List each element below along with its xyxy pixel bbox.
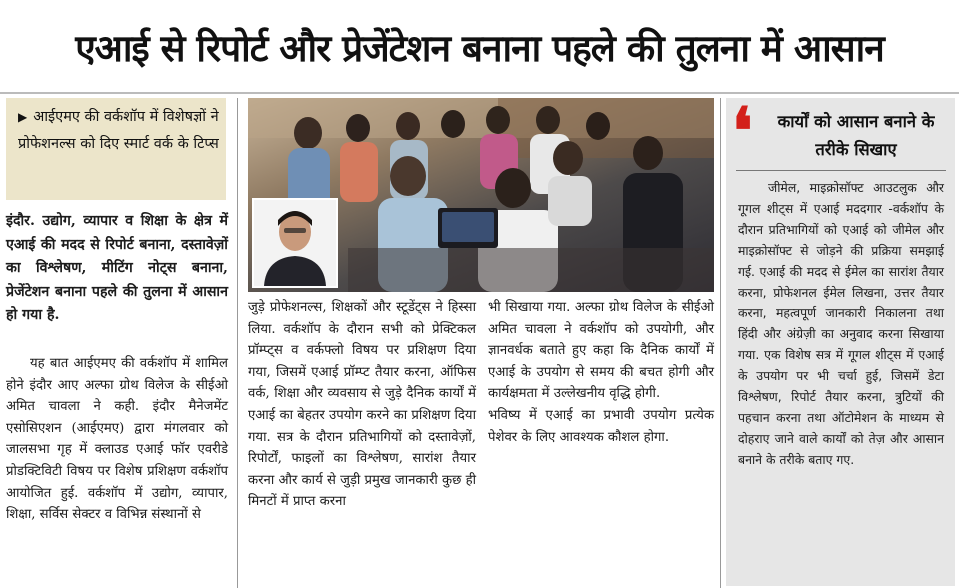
column-divider: [720, 98, 721, 588]
kicker-box: [6, 98, 226, 200]
article-column-2: [248, 297, 476, 513]
quote-mark-icon: ❛: [732, 94, 753, 169]
triangle-right-icon: ▶: [18, 110, 28, 124]
sidebar-box: [726, 94, 955, 586]
article-lead: इंदौर. उद्योग, व्यापार व शिक्षा के क्षेत्र में एआई की मदद से रिपोर्ट बनाना, दस्तावेज़ों का विश्लेषण, मीटिंग नोट्स बनाना, प्रेजेंटेशन बनाना पहले की तुलना में आसान हो गया है.: [6, 213, 228, 323]
article-column-1: [6, 353, 228, 526]
sidebar-divider: [736, 170, 946, 171]
sidebar-body: जीमेल, माइक्रोसॉफ्ट आउटलुक और गूगल शीट्स में एआई मददगार -वर्कशॉप के दौरान प्रतिभागियों को एआई को जीमेल और माइक्रोसॉफ्ट से जोड़ने की प्रक्रिया समझाई गई. एआई की मदद से ईमेल का सारांश तैयार करना, प्रोफेशनल ईमेल लिखना, उत्तर तैयार करना, महत्वपूर्ण जानकारी निकालना तथा हिंदी और अंग्रेज़ी का अनुवाद करना सिखाया गया. एक विशेष सत्र में गूगल शीट्स में एआई के उपयोग पर भी चर्चा हुई, जिसमें डेटा विश्लेषण, रिपोर्ट तैयार करना, त्रुटियों की पहचान करना तथा ऑटोमेशन के माध्यम से दोहराए जाने वाले कार्यों को तेज़ और आसान बनाने के तरीके बताए गए.: [738, 180, 944, 467]
kicker-text: आईएमए की वर्कशॉप में विशेषज्ञों ने प्रोफेशनल्स को दिए स्मार्ट वर्क के टिप्स: [18, 109, 219, 152]
speaker-portrait: [254, 200, 336, 286]
speaker-inset-photo: [252, 198, 338, 288]
page-headline: एआई से रिपोर्ट और प्रेजेंटेशन बनाना पहले की तुलना में आसान: [75, 26, 884, 70]
workshop-photo: [248, 98, 714, 292]
column-divider: [237, 98, 238, 588]
headline-divider: [0, 92, 959, 94]
article-column-3: [488, 297, 714, 448]
sidebar-title: कार्यों को आसान बनाने के तरीके सिखाए: [777, 112, 935, 159]
column-2-paragraph: जुड़े प्रोफेशनल्स, शिक्षकों और स्टूडेंट्स ने हिस्सा लिया. वर्कशॉप के दौरान सभी को प्रेक्टिकल प्रॉम्प्ट्स व वर्कफ्लो विषय पर प्रशिक्षण दिया गया, जिसमें एआई प्रॉम्प्ट तैयार करना, ऑफिस वर्क, शिक्षा और व्यवसाय से जुड़े दैनिक कार्यों में एआई का बेहतर उपयोग करने का प्रशिक्षण दिया गया. सत्र के दौरान प्रतिभागियों को दस्तावेज़ों, रिपोर्टों, फाइलों का विश्लेषण, सारांश तैयार करना और कार्य से जुड़ी प्रमुख जानकारी कुछ ही मिनटों में प्राप्त करना: [248, 300, 476, 510]
column-3-paragraph-2: भविष्य में एआई का प्रभावी उपयोग प्रत्येक पेशेवर के लिए आवश्यक कौशल होगा.: [488, 407, 714, 445]
column-3-paragraph-1: भी सिखाया गया. अल्फा ग्रोथ विलेज के सीईओ अमित चावला ने वर्कशॉप को उपयोगी, और ज्ञानवर्धक बताते हुए कहा कि दैनिक कार्यों में एआई के उपयोग से समय की बचत होगी और कार्यक्षमता में उल्लेखनीय वृद्धि होगी.: [488, 300, 714, 402]
column-1-paragraph: यह बात आईएमए की वर्कशॉप में शामिल होने इंदौर आए अल्फा ग्रोथ विलेज के सीईओ अमित चावला ने कही. इंदौर मैनेजमेंट एसोसिएशन (आईएमए) द्वारा मंगलवार को जालसभा गृह में क्लाउड एआई फॉर एवरीडे प्रोडक्टिविटी विषय पर विशेष प्रशिक्षण वर्कशॉप आयोजित हुई. वर्कशॉप में उद्योग, व्यापार, शिक्षा, सर्विस सेक्टर व विभिन्न संस्थानों से: [6, 356, 228, 523]
